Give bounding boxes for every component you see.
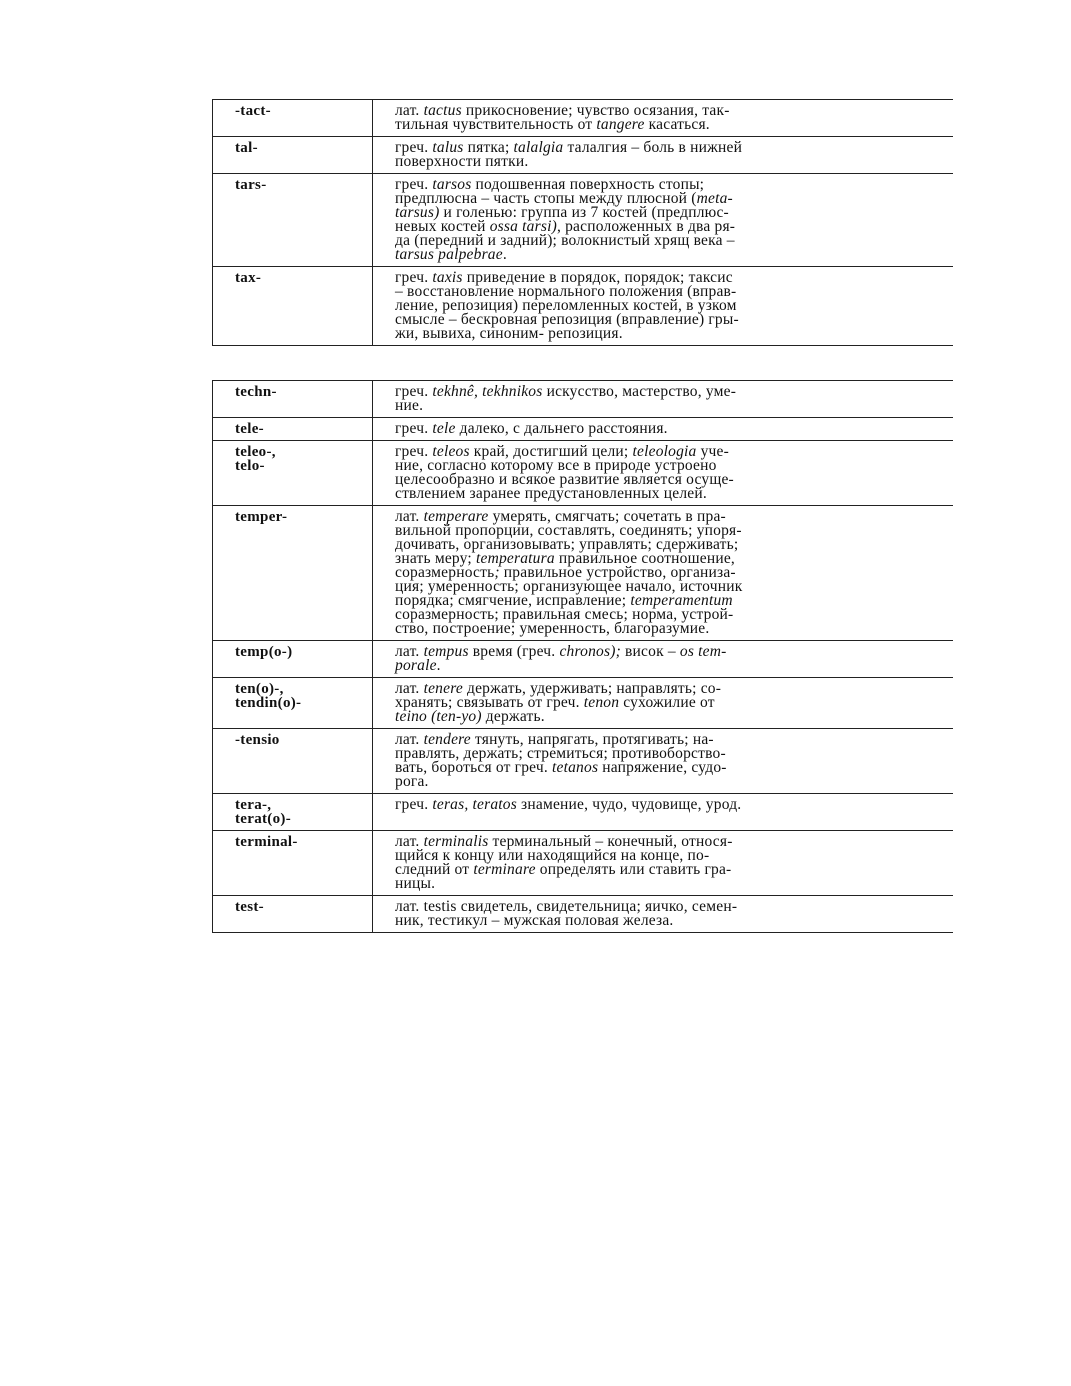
definition-text: терминальный – конечный, относя- (488, 833, 733, 850)
entry-row (213, 441, 954, 506)
definition-italic-term: teleos (432, 443, 470, 460)
definition-line (395, 155, 939, 169)
definition-text: . (502, 246, 507, 263)
glossary-table-1 (212, 99, 953, 346)
entry-row (213, 418, 954, 441)
definition-text: правильное соотношение, (554, 550, 735, 567)
definition-text: , расположенных в два ря- (556, 218, 736, 235)
definition-text: талалгия – боль в нижней (563, 139, 743, 156)
definition-text: дочивать, организовывать; управлять; сдерживать; (395, 536, 739, 553)
definition-italic-term: tangere (596, 116, 645, 133)
definition-line (395, 622, 939, 636)
definition-line (395, 399, 939, 413)
definition-text: да (передний и задний); волокнистый хрящ века – (395, 232, 735, 249)
entry-row (213, 794, 954, 831)
entry-definition (373, 506, 954, 641)
entry-definition (373, 174, 954, 267)
definition-italic-term: temperare (423, 508, 489, 525)
definition-italic-term: teleologia (632, 443, 697, 460)
entry-term (213, 100, 373, 137)
entry-definition (373, 831, 954, 896)
term-line: -tact- (235, 103, 271, 119)
definition-italic-term: terminalis (423, 833, 489, 850)
definition-text: умерять, смягчать; сочетать в пра- (488, 508, 726, 525)
definition-line (395, 645, 939, 659)
entry-term (213, 506, 373, 641)
definition-italic-term: tempus (423, 643, 469, 660)
entry-row (213, 678, 954, 729)
definition-text: . (436, 657, 441, 674)
definition-italic-term: tarsus) (395, 204, 440, 221)
definition-text: греч. (395, 269, 433, 286)
term-line: temp(o-) (235, 644, 293, 660)
entry-term (213, 267, 373, 346)
entry-definition (373, 100, 954, 137)
entry-term (213, 896, 373, 933)
definition-text: уче- (696, 443, 729, 460)
definition-text: ник, тестикул – мужская половая железа. (395, 912, 674, 929)
entry-row (213, 100, 954, 137)
definition-italic-term: tenon (583, 694, 620, 711)
term-line: terat(o)- (235, 811, 291, 827)
term-line: terminal- (235, 834, 298, 850)
term-line: techn- (235, 384, 277, 400)
entry-term (213, 678, 373, 729)
definition-italic-term: chronos); (559, 643, 621, 660)
entry-term (213, 381, 373, 418)
definition-text: правильное устройство, организа- (499, 564, 736, 581)
definition-text: время (греч. (468, 643, 560, 660)
definition-text: ние. (395, 397, 424, 414)
definition-text: греч. (395, 443, 433, 460)
definition-text: держать, удерживать; направлять; со- (462, 680, 722, 697)
term-line: temper- (235, 509, 288, 525)
definition-text: знать меру; (395, 550, 476, 567)
definition-line (395, 914, 939, 928)
definition-text: рога. (395, 773, 429, 790)
definition-italic-term: os tem- (679, 643, 727, 660)
term-line: telo- (235, 458, 265, 474)
definition-text: вильной пропорции, составлять, соединять; упоря- (395, 522, 742, 539)
entry-definition (373, 137, 954, 174)
term-line: tars- (235, 177, 267, 193)
term-line: tendin(o)- (235, 695, 302, 711)
definition-text: – восстановление нормального положения (вправ- (395, 283, 737, 300)
definition-line (395, 710, 939, 724)
definition-text: искусство, мастерство, уме- (542, 383, 737, 400)
entry-row (213, 137, 954, 174)
definition-text: ние, согласно которому все в природе устроено (395, 457, 717, 474)
entry-definition (373, 794, 954, 831)
definition-text: порядка; смягчение, исправление; (395, 592, 631, 609)
entry-term (213, 831, 373, 896)
entry-term (213, 418, 373, 441)
definition-italic-term: tekhnê, tekhnikos (432, 383, 543, 400)
entry-definition (373, 267, 954, 346)
definition-text: лат. (395, 833, 424, 850)
definition-text: касаться. (644, 116, 710, 133)
entry-row (213, 267, 954, 346)
definition-italic-term: taxis (432, 269, 463, 286)
definition-text: тянуть, напрягать, протягивать; на- (470, 731, 714, 748)
definition-text: греч. (395, 383, 433, 400)
definition-text: лат. (395, 102, 424, 119)
definition-text: приведение в порядок, порядок; таксис (462, 269, 733, 286)
entry-term (213, 137, 373, 174)
definition-italic-term: temperatura (475, 550, 555, 567)
definition-text: лат. (395, 508, 424, 525)
definition-italic-term: meta- (696, 190, 733, 207)
definition-line (395, 863, 939, 877)
definition-italic-term: talus (432, 139, 464, 156)
definition-text: вать, бороться от греч. (395, 759, 552, 776)
definition-italic-term: teras, teratos (432, 796, 517, 813)
definition-text: следний от (395, 861, 474, 878)
entry-term (213, 794, 373, 831)
definition-text: правлять, держать; стремиться; противоборство- (395, 745, 726, 762)
entry-definition (373, 896, 954, 933)
definition-text: греч. (395, 139, 433, 156)
definition-text: сухожилие от (619, 694, 715, 711)
entry-row (213, 831, 954, 896)
definition-italic-term: tactus (423, 102, 462, 119)
definition-italic-term: tarsus palpebrae (395, 246, 503, 263)
definition-text: ция; умеренность; организующее начало, источник (395, 578, 743, 595)
definition-line (395, 385, 939, 399)
entry-row (213, 506, 954, 641)
definition-text: греч. (395, 420, 433, 437)
definition-line (395, 248, 939, 262)
definition-italic-term: tetanos (552, 759, 599, 776)
definition-italic-term: talalgia (513, 139, 564, 156)
definition-text: лат. (395, 731, 424, 748)
definition-text: ство, построение; умеренность, благоразумие. (395, 620, 710, 637)
definition-text: подошвенная поверхность стопы; (471, 176, 705, 193)
definition-line (395, 659, 939, 673)
term-line: test- (235, 899, 264, 915)
definition-text: пятка; (463, 139, 514, 156)
entry-definition (373, 678, 954, 729)
term-line: tele- (235, 421, 264, 437)
term-line: -tensio (235, 732, 280, 748)
definition-line (395, 775, 939, 789)
definition-line (395, 487, 939, 501)
definition-text: напряжение, судо- (598, 759, 727, 776)
definition-text: держать. (481, 708, 545, 725)
entry-row (213, 896, 954, 933)
definition-text: соразмерность (395, 564, 495, 581)
definition-text: греч. (395, 176, 433, 193)
definition-text: прикосновение; чувство осязания, так- (461, 102, 730, 119)
definition-text: жи, вывиха, синоним- репозиция. (395, 325, 623, 342)
entry-row (213, 381, 954, 418)
definition-text: соразмерность; правильная смесь; норма, устрой- (395, 606, 734, 623)
definition-text: ствлением заранее предустановленных целей. (395, 485, 707, 502)
term-line: teleo-, (235, 444, 276, 460)
definition-italic-term: tendere (423, 731, 471, 748)
definition-italic-term: tele (432, 420, 456, 437)
definition-text: висок – (620, 643, 680, 660)
entry-definition (373, 441, 954, 506)
entry-definition (373, 729, 954, 794)
definition-text: щийся к концу или находящийся на конце, по- (395, 847, 710, 864)
term-line: tal- (235, 140, 258, 156)
definition-text: и голенью: группа из 7 костей (предплюс- (439, 204, 729, 221)
entry-definition (373, 641, 954, 678)
entry-term (213, 174, 373, 267)
term-line: tera-, (235, 797, 272, 813)
glossary-table-2 (212, 380, 953, 933)
definition-text: греч. (395, 796, 433, 813)
definition-text: предплюсна – часть стопы между плюсной ( (395, 190, 697, 207)
definition-italic-term: temperamentum (630, 592, 733, 609)
definition-text: невых костей (395, 218, 490, 235)
entry-definition (373, 381, 954, 418)
definition-text: определять или ставить гра- (535, 861, 732, 878)
definition-text: ницы. (395, 875, 436, 892)
definition-line (395, 327, 939, 341)
definition-text: ление, репозиция) переломленных костей, в узком (395, 297, 737, 314)
definition-italic-term: teino (ten-yo) (395, 708, 482, 725)
definition-text: тильная чувствительность от (395, 116, 597, 133)
definition-line (395, 798, 939, 812)
definition-italic-term: ossa tarsi) (489, 218, 557, 235)
definition-line (395, 877, 939, 891)
entry-term (213, 641, 373, 678)
definition-line (395, 422, 939, 436)
definition-italic-term: tarsos (432, 176, 472, 193)
definition-italic-term: terminare (473, 861, 536, 878)
entry-row (213, 729, 954, 794)
entry-term (213, 729, 373, 794)
entry-definition (373, 418, 954, 441)
definition-italic-term: ; (494, 564, 500, 581)
entry-row (213, 641, 954, 678)
definition-text: край, достигший цели; (469, 443, 633, 460)
definition-italic-term: porale (395, 657, 437, 674)
definition-text: знамение, чудо, чудовище, урод. (516, 796, 742, 813)
definition-text: далеко, с дальнего расстояния. (455, 420, 668, 437)
definition-line (395, 118, 939, 132)
definition-text: хранять; связывать от греч. (395, 694, 584, 711)
definition-text: поверхности пятки. (395, 153, 529, 170)
definition-text: лат. (395, 643, 424, 660)
definition-text: лат. testis свидетель, свидетельница; яичко, семен- (395, 898, 738, 915)
term-line: tax- (235, 270, 262, 286)
entry-term (213, 441, 373, 506)
definition-text: целесообразно и всякое развитие является осуще- (395, 471, 734, 488)
definition-text: смысле – бескровная репозиция (вправление) гры- (395, 311, 739, 328)
definition-line (395, 761, 939, 775)
entry-row (213, 174, 954, 267)
definition-italic-term: tenere (423, 680, 463, 697)
term-line: ten(o)-, (235, 681, 284, 697)
definition-text: лат. (395, 680, 424, 697)
